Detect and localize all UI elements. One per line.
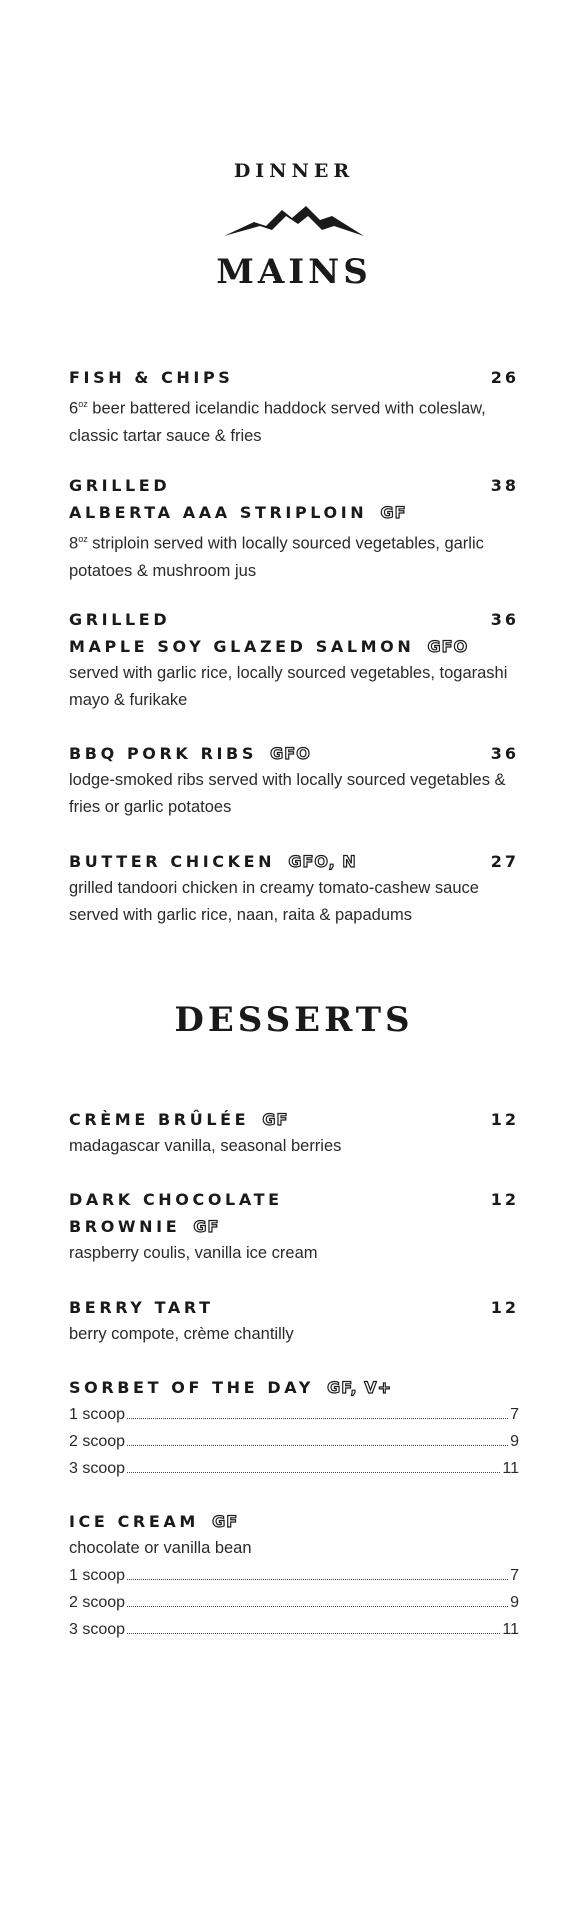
item-description: madagascar vanilla, seasonal berries <box>69 1137 342 1155</box>
item-description: $8^{oz}$ striploin served with locally sourced vegetables, garlic potatoes & mushroom jus <box>69 534 484 580</box>
item-price: 12 <box>490 1190 519 1209</box>
item-price: 36 <box>490 744 519 763</box>
menu-item <box>69 364 519 450</box>
scoop-price-row: 3 scoop 11 <box>69 1621 519 1638</box>
item-price: 26 <box>490 368 519 387</box>
item-price: 38 <box>490 476 519 495</box>
item-description: lodge-smoked ribs served with locally sourced vegetables & fries or garlic potatoes <box>69 771 506 816</box>
menu-item <box>69 1294 519 1348</box>
item-name: GRILLED ALBERTA AAA STRIPLOIN GF <box>69 476 407 522</box>
item-name: SORBET OF THE DAY GF, V+ <box>69 1378 392 1397</box>
scoop-price-row: 1 scoop 7 <box>69 1406 519 1423</box>
dietary-tag: GFO <box>427 637 469 656</box>
menu-eyebrow: DINNER <box>233 160 355 182</box>
desserts-title: DESSERTS <box>174 1000 414 1040</box>
item-name: BERRY TART <box>69 1298 214 1317</box>
dietary-tag: GFO, N <box>288 852 357 871</box>
item-description: grilled tandoori chicken in creamy tomato-cashew sauce served with garlic rice, naan, raita & papadums <box>69 879 479 924</box>
menu-item-icecream <box>69 1508 519 1643</box>
mains-title: MAINS <box>216 252 372 292</box>
scoop-price-row: 3 scoop 11 <box>69 1460 519 1477</box>
scoop-price-row: 2 scoop 9 <box>69 1433 519 1450</box>
item-price: 12 <box>490 1298 519 1317</box>
dietary-tag: GF <box>380 503 407 522</box>
menu-item <box>69 1186 519 1267</box>
item-description: chocolate or vanilla bean <box>69 1539 252 1557</box>
menu-item <box>69 740 519 821</box>
item-name: BBQ PORK RIBS GFO <box>69 744 311 763</box>
scoop-price-row: 1 scoop 7 <box>69 1567 519 1584</box>
item-name: DARK CHOCOLATE BROWNIE GF <box>69 1190 283 1236</box>
item-description: $6^{oz}$ beer battered icelandic haddock served with coleslaw, classic tartar sauce & fries <box>69 399 486 445</box>
dietary-tag: GF <box>262 1110 289 1129</box>
mountain-logo-icon <box>224 202 364 238</box>
dietary-tag: GF, V+ <box>327 1378 392 1397</box>
item-price: 27 <box>490 852 519 871</box>
dietary-tag: GF <box>212 1512 239 1531</box>
menu-item <box>69 1106 519 1160</box>
scoop-price-row: 2 scoop 9 <box>69 1594 519 1611</box>
dietary-tag: GFO <box>270 744 311 763</box>
item-name: CRÈME BRÛLÉE GF <box>69 1110 289 1129</box>
menu-item-sorbet <box>69 1374 519 1482</box>
item-description: berry compote, crème chantilly <box>69 1325 294 1343</box>
menu-item <box>69 606 519 714</box>
item-name: FISH & CHIPS <box>69 368 234 387</box>
item-description: raspberry coulis, vanilla ice cream <box>69 1244 318 1262</box>
item-name: BUTTER CHICKEN GFO, N <box>69 852 357 871</box>
item-name: GRILLED MAPLE SOY GLAZED SALMON GFO <box>69 610 469 656</box>
item-description: served with garlic rice, locally sourced vegetables, togarashi mayo & furikake <box>69 664 508 709</box>
item-price: 12 <box>490 1110 519 1129</box>
menu-item <box>69 848 519 929</box>
menu-item <box>69 472 519 585</box>
item-name: ICE CREAM GF <box>69 1512 239 1531</box>
dietary-tag: GF <box>193 1217 220 1236</box>
item-price: 36 <box>490 610 519 629</box>
